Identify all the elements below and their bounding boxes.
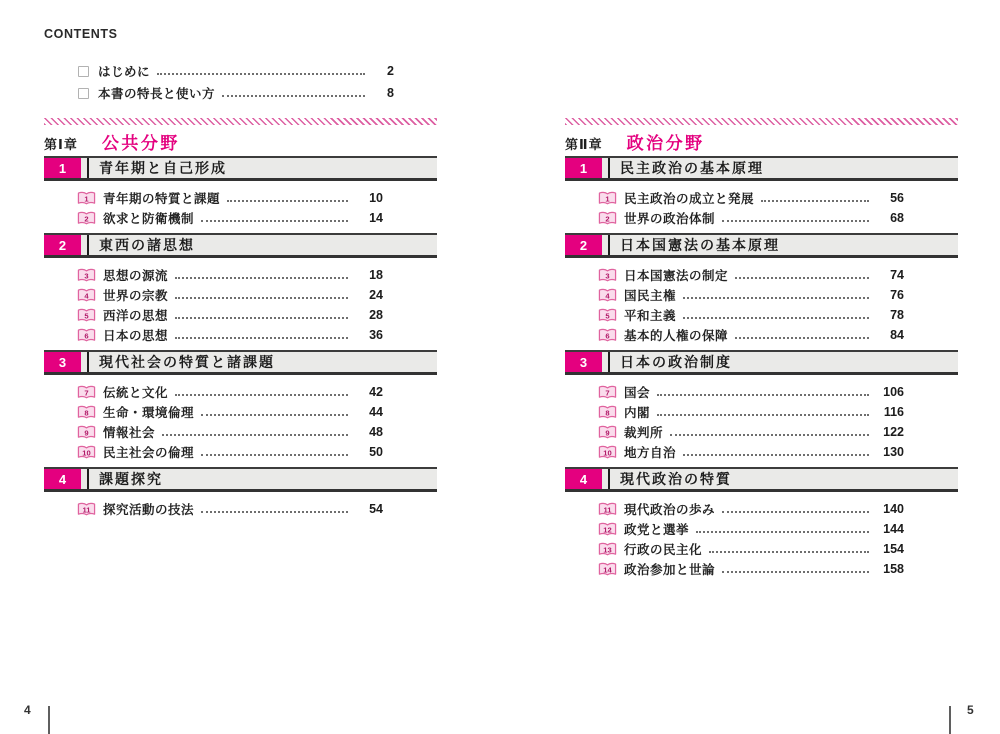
toc-item-label: 日本国憲法の制定 [624, 269, 729, 283]
svg-text:8: 8 [84, 407, 89, 417]
open-book-icon [598, 542, 617, 557]
toc-item [598, 422, 904, 442]
open-book-icon [77, 211, 96, 226]
toc-item-page: 78 [890, 308, 904, 322]
toc-item [77, 188, 383, 208]
toc-item-page: 14 [369, 211, 383, 225]
open-book-icon [598, 268, 617, 283]
open-book-icon [598, 288, 617, 303]
toc-item [598, 208, 904, 228]
dotted-leader [683, 454, 869, 456]
section-items [565, 382, 958, 462]
toc-item-page: 56 [890, 191, 904, 205]
dotted-leader [201, 511, 348, 513]
toc-item-label: 思想の源流 [103, 269, 169, 283]
dotted-leader [722, 571, 869, 573]
toc-item [77, 499, 383, 519]
open-book-icon [77, 405, 96, 420]
section-items [565, 265, 958, 345]
dotted-leader [722, 511, 869, 513]
chapter-title: 政治分野 [626, 134, 705, 153]
svg-text:12: 12 [603, 524, 612, 534]
toc-item-label: 政党と選挙 [624, 523, 690, 537]
dotted-leader [657, 394, 869, 396]
right-page-column [565, 118, 958, 584]
svg-text:9: 9 [84, 427, 89, 437]
svg-text:7: 7 [605, 387, 610, 397]
section-title: 日本の政治制度 [620, 354, 732, 370]
open-book-icon [598, 308, 617, 323]
section-title: 東西の諸思想 [99, 237, 195, 253]
toc-item-label: 政治参加と世論 [624, 563, 716, 577]
toc-item-page: 50 [369, 445, 383, 459]
open-book-icon [77, 191, 96, 206]
toc-item [77, 422, 383, 442]
dotted-leader [683, 297, 869, 299]
page-title: CONTENTS [44, 27, 118, 41]
chapter-label: 第Ⅰ章 [44, 137, 78, 152]
open-book-icon [598, 425, 617, 440]
open-book-icon [77, 385, 96, 400]
svg-text:11: 11 [603, 504, 612, 514]
chapter-heading [565, 129, 958, 151]
toc-section [565, 156, 958, 228]
svg-text:6: 6 [605, 330, 610, 340]
section-title: 現代社会の特質と諸課題 [99, 354, 275, 370]
toc-item-page: 106 [883, 385, 904, 399]
svg-text:10: 10 [82, 447, 91, 457]
toc-item [77, 442, 383, 462]
toc-item [598, 285, 904, 305]
svg-text:11: 11 [82, 504, 91, 514]
section-band [565, 233, 958, 258]
dotted-leader [735, 337, 869, 339]
toc-section [565, 233, 958, 345]
open-book-icon [598, 562, 617, 577]
toc-section [44, 467, 437, 519]
dotted-leader [157, 73, 365, 75]
toc-item-page: 144 [883, 522, 904, 536]
toc-item [598, 499, 904, 519]
hatch-divider [44, 118, 437, 125]
dotted-leader [201, 454, 348, 456]
toc-item [78, 82, 394, 104]
footer-rule-right [949, 706, 951, 734]
dotted-leader [162, 434, 348, 436]
section-band [44, 233, 437, 258]
toc-item-page: 44 [369, 405, 383, 419]
folio-right: 5 [967, 703, 974, 717]
section-items [44, 188, 437, 228]
open-book-icon [77, 328, 96, 343]
svg-text:2: 2 [84, 213, 89, 223]
svg-text:14: 14 [603, 564, 612, 574]
toc-item-page: 54 [369, 502, 383, 516]
toc-item [77, 305, 383, 325]
svg-text:6: 6 [84, 330, 89, 340]
dotted-leader [175, 394, 348, 396]
checkbox-square-icon [78, 88, 89, 99]
toc-section [565, 350, 958, 462]
toc-item-page: 74 [890, 268, 904, 282]
toc-item-page: 8 [387, 86, 394, 100]
toc-item-label: 民主社会の倫理 [103, 446, 195, 460]
svg-text:5: 5 [84, 310, 89, 320]
toc-item-page: 42 [369, 385, 383, 399]
toc-item-label: 内閣 [624, 406, 651, 420]
toc-item-page: 76 [890, 288, 904, 302]
toc-item-label: 国民主権 [624, 289, 677, 303]
toc-section [565, 467, 958, 579]
toc-section [44, 233, 437, 345]
toc-item-label: 欲求と防衛機制 [103, 212, 195, 226]
section-band [44, 350, 437, 375]
open-book-icon [598, 385, 617, 400]
dotted-leader [227, 200, 348, 202]
section-number-badge: 3 [565, 352, 602, 372]
toc-item-page: 122 [883, 425, 904, 439]
toc-section [44, 156, 437, 228]
svg-text:10: 10 [603, 447, 612, 457]
chapter-title: 公共分野 [101, 134, 180, 153]
toc-item [598, 402, 904, 422]
svg-text:2: 2 [605, 213, 610, 223]
toc-item-page: 116 [883, 405, 904, 419]
section-number-badge: 2 [44, 235, 81, 255]
svg-text:3: 3 [84, 270, 89, 280]
open-book-icon [77, 502, 96, 517]
toc-item [77, 208, 383, 228]
toc-item-label: 行政の民主化 [624, 543, 703, 557]
toc-item-label: 世界の政治体制 [624, 212, 716, 226]
toc-item-page: 48 [369, 425, 383, 439]
toc-item-label: 民主政治の成立と発展 [624, 192, 755, 206]
section-number-badge: 1 [565, 158, 602, 178]
dotted-leader [201, 414, 348, 416]
dotted-leader [735, 277, 869, 279]
section-band [44, 467, 437, 492]
open-book-icon [77, 308, 96, 323]
toc-item-page: 18 [369, 268, 383, 282]
section-number-badge: 3 [44, 352, 81, 372]
toc-item [598, 539, 904, 559]
toc-item-page: 140 [883, 502, 904, 516]
toc-section [44, 350, 437, 462]
toc-item-page: 84 [890, 328, 904, 342]
open-book-icon [77, 425, 96, 440]
svg-text:4: 4 [84, 290, 89, 300]
open-book-icon [598, 211, 617, 226]
toc-item-label: 日本の思想 [103, 329, 169, 343]
hatch-divider [565, 118, 958, 125]
section-items [44, 382, 437, 462]
left-page-column [44, 118, 437, 524]
toc-item [598, 382, 904, 402]
toc-item-page: 28 [369, 308, 383, 322]
svg-text:13: 13 [603, 544, 612, 554]
intro-list [78, 60, 394, 104]
open-book-icon [598, 328, 617, 343]
toc-item-label: 情報社会 [103, 426, 156, 440]
dotted-leader [670, 434, 869, 436]
section-band [565, 467, 958, 492]
chapter-heading [44, 129, 437, 151]
toc-item-label: 国会 [624, 386, 651, 400]
toc-item-label: 伝統と文化 [103, 386, 169, 400]
folio-left: 4 [24, 703, 31, 717]
toc-item-label: 基本的人権の保障 [624, 329, 729, 343]
svg-text:4: 4 [605, 290, 610, 300]
dotted-leader [175, 297, 348, 299]
section-band [44, 156, 437, 181]
open-book-icon [77, 268, 96, 283]
toc-item-label: 青年期の特質と課題 [103, 192, 221, 206]
section-number-badge: 2 [565, 235, 602, 255]
section-title: 現代政治の特質 [620, 471, 732, 487]
toc-item [77, 402, 383, 422]
toc-item-label: 裁判所 [624, 426, 664, 440]
toc-item-page: 36 [369, 328, 383, 342]
toc-item-page: 10 [369, 191, 383, 205]
toc-item-page: 154 [883, 542, 904, 556]
toc-item-page: 2 [387, 64, 394, 78]
open-book-icon [598, 445, 617, 460]
chapter-label: 第Ⅱ章 [565, 137, 603, 152]
dotted-leader [683, 317, 869, 319]
toc-item [77, 382, 383, 402]
section-title: 青年期と自己形成 [99, 160, 227, 176]
section-items [44, 265, 437, 345]
toc-item [598, 519, 904, 539]
svg-text:9: 9 [605, 427, 610, 437]
svg-text:1: 1 [605, 193, 610, 203]
toc-item-label: 地方自治 [624, 446, 677, 460]
section-items [565, 188, 958, 228]
section-number-badge: 1 [44, 158, 81, 178]
open-book-icon [598, 191, 617, 206]
toc-item [598, 442, 904, 462]
toc-item [598, 265, 904, 285]
section-number-badge: 4 [565, 469, 602, 489]
toc-item [77, 265, 383, 285]
toc-item-label: 西洋の思想 [103, 309, 169, 323]
toc-item-label: はじめに [98, 65, 151, 79]
toc-item-label: 生命・環境倫理 [103, 406, 195, 420]
dotted-leader [175, 317, 348, 319]
toc-item-label: 世界の宗教 [103, 289, 169, 303]
checkbox-square-icon [78, 66, 89, 77]
toc-item-label: 本書の特長と使い方 [98, 87, 216, 101]
section-band [565, 350, 958, 375]
toc-item [77, 285, 383, 305]
open-book-icon [598, 502, 617, 517]
dotted-leader [722, 220, 869, 222]
section-band [565, 156, 958, 181]
section-number-badge: 4 [44, 469, 81, 489]
open-book-icon [77, 288, 96, 303]
toc-item-label: 現代政治の歩み [624, 503, 716, 517]
dotted-leader [761, 200, 869, 202]
section-title: 民主政治の基本原理 [620, 160, 764, 176]
toc-item [598, 305, 904, 325]
open-book-icon [598, 405, 617, 420]
dotted-leader [175, 337, 348, 339]
section-items [44, 499, 437, 519]
toc-item [598, 188, 904, 208]
toc-item-page: 24 [369, 288, 383, 302]
open-book-icon [598, 522, 617, 537]
svg-text:1: 1 [84, 193, 89, 203]
toc-item [598, 325, 904, 345]
open-book-icon [77, 445, 96, 460]
toc-item [598, 559, 904, 579]
svg-text:5: 5 [605, 310, 610, 320]
toc-item [77, 325, 383, 345]
dotted-leader [696, 531, 869, 533]
toc-item-label: 平和主義 [624, 309, 677, 323]
dotted-leader [201, 220, 348, 222]
svg-text:3: 3 [605, 270, 610, 280]
dotted-leader [709, 551, 869, 553]
toc-item-label: 探究活動の技法 [103, 503, 195, 517]
dotted-leader [222, 95, 365, 97]
dotted-leader [175, 277, 348, 279]
svg-text:8: 8 [605, 407, 610, 417]
toc-item [78, 60, 394, 82]
svg-text:7: 7 [84, 387, 89, 397]
section-title: 日本国憲法の基本原理 [620, 237, 780, 253]
dotted-leader [657, 414, 869, 416]
footer-rule-left [48, 706, 50, 734]
toc-item-page: 158 [883, 562, 904, 576]
toc-item-page: 130 [883, 445, 904, 459]
toc-item-page: 68 [890, 211, 904, 225]
section-title: 課題探究 [99, 471, 163, 487]
section-items [565, 499, 958, 579]
